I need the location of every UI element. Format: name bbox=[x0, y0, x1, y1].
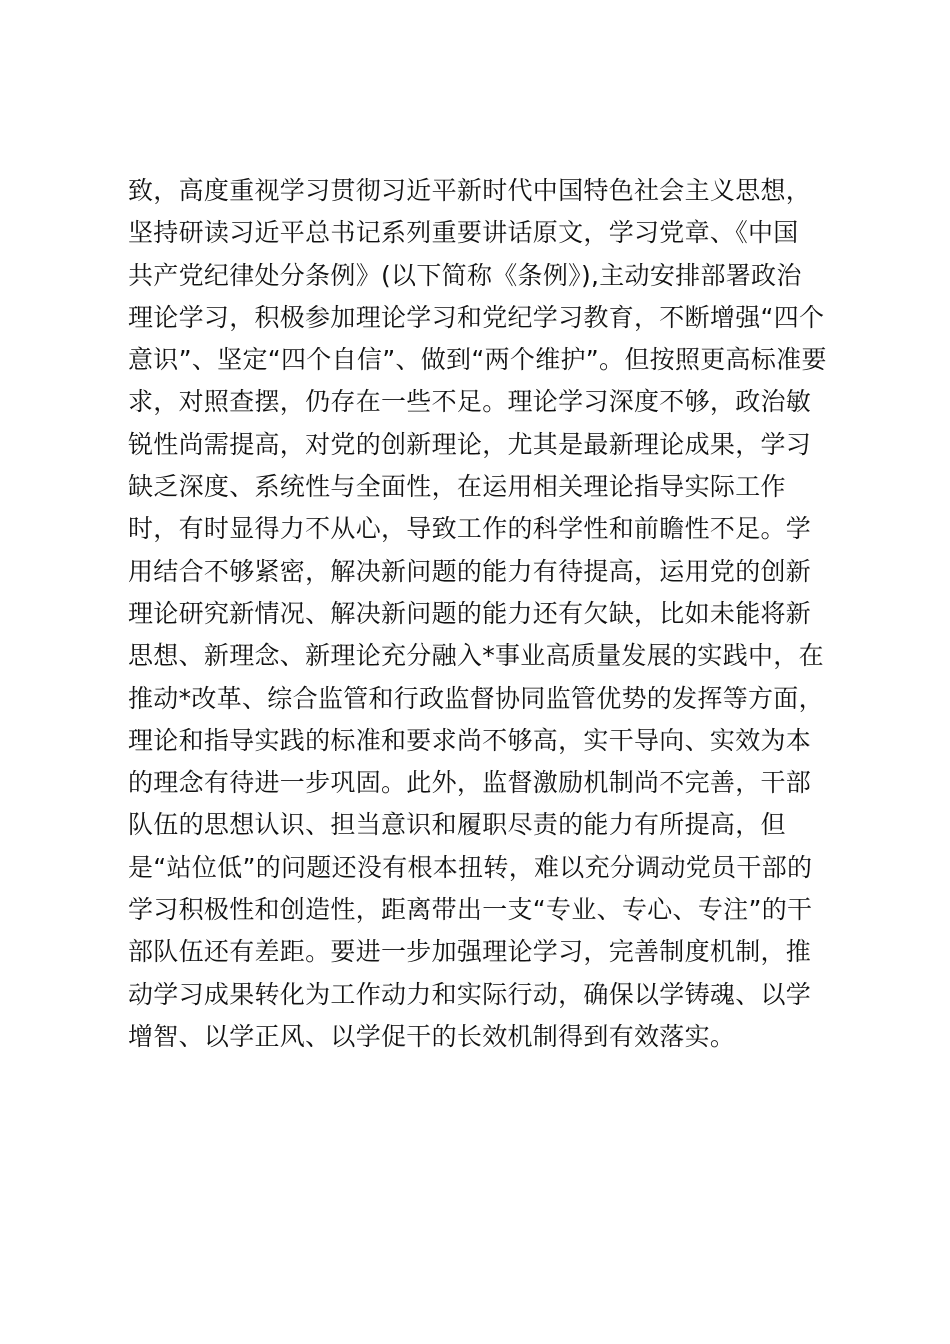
text-line: 理论研究新情况、解决新问题的能力还有欠缺，比如未能将新 bbox=[128, 598, 812, 628]
text-line: 坚持研读习近平总书记系列重要讲话原文，学习党章、《中国 bbox=[128, 218, 799, 248]
text-line: 意识”、坚定“四个自信”、做到“两个维护”。但按照更高标准要 bbox=[128, 345, 827, 375]
text-line: 队伍的思想认识、担当意识和履职尽责的能力有所提高，但 bbox=[128, 810, 786, 840]
text-line: 部队伍还有差距。要进一步加强理论学习，完善制度机制，推 bbox=[128, 937, 812, 967]
text-line: 求，对照查摆，仍存在一些不足。理论学习深度不够，政治敏 bbox=[128, 387, 812, 417]
text-line: 共产党纪律处分条例》(以下简称《条例》),主动安排部署政治 bbox=[128, 260, 802, 290]
text-line: 缺乏深度、系统性与全面性，在运用相关理论指导实际工作 bbox=[128, 472, 786, 502]
text-line: 是“站位低”的问题还没有根本扭转，难以充分调动党员干部的 bbox=[128, 852, 813, 882]
text-line: 理论学习，积极参加理论学习和党纪学习教育，不断增强“四个 bbox=[128, 302, 825, 332]
text-line: 推动*改革、综合监管和行政监督协同监管优势的发挥等方面， bbox=[128, 683, 824, 713]
text-line: 致，高度重视学习贯彻习近平新时代中国特色社会主义思想， bbox=[128, 176, 812, 205]
text-line: 用结合不够紧密，解决新问题的能力有待提高，运用党的创新 bbox=[128, 556, 812, 586]
body-paragraph bbox=[128, 170, 848, 1058]
text-line: 的理念有待进一步巩固。此外，监督激励机制尚不完善，干部 bbox=[128, 768, 812, 798]
text-line: 锐性尚需提高，对党的创新理论，尤其是最新理论成果，学习 bbox=[128, 429, 812, 459]
text-line: 动学习成果转化为工作动力和实际行动，确保以学铸魂、以学 bbox=[128, 979, 812, 1009]
text-line: 学习积极性和创造性，距离带出一支“专业、专心、专注”的干 bbox=[128, 895, 813, 925]
text-line: 时，有时显得力不从心，导致工作的科学性和前瞻性不足。学 bbox=[128, 514, 812, 544]
text-line: 思想、新理念、新理论充分融入*事业高质量发展的实践中，在 bbox=[128, 641, 824, 671]
text-line: 增智、以学正风、以学促干的长效机制得到有效落实。 bbox=[128, 1021, 736, 1051]
text-line: 理论和指导实践的标准和要求尚不够高，实干导向、实效为本 bbox=[128, 725, 812, 755]
